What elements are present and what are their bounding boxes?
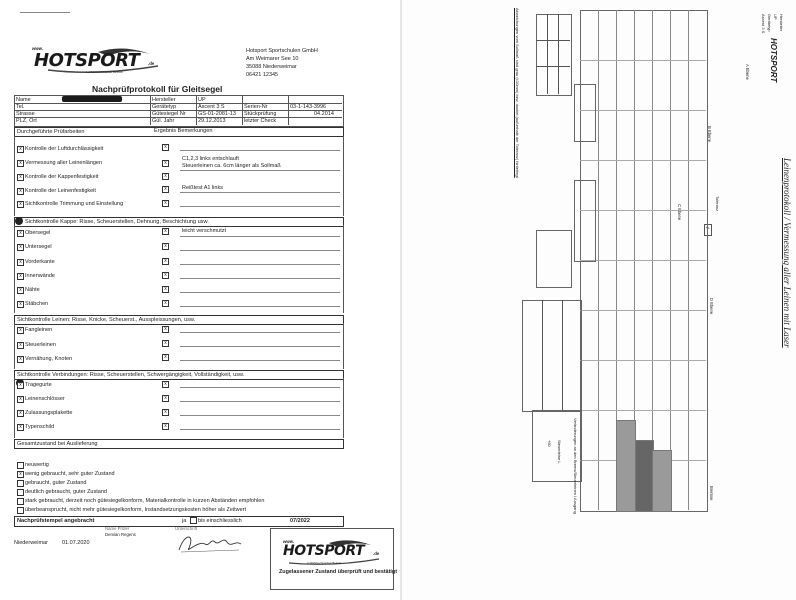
- label-seriennr: Serien-Nr: [244, 104, 268, 110]
- small-table-4: [536, 230, 572, 288]
- meta-hersteller-label: Hersteller: [779, 14, 784, 32]
- gesamt-5-checkbox[interactable]: [17, 498, 24, 505]
- kappe-1-note: leicht verschmutzt: [182, 228, 227, 234]
- sig-date: 01.07.2020: [62, 540, 90, 546]
- gesamt-6-label: überbeansprucht, nicht mehr gütesiegelkonform, Instandsetzungskosten höher als Zeitwert: [25, 507, 247, 513]
- approval-stamp: [270, 528, 398, 590]
- check-4-note: Reißtest A1 links: [182, 185, 223, 191]
- ebene-a: A Ebene: [745, 64, 750, 80]
- ebene-b: B Ebene: [707, 126, 712, 143]
- logo-prefix: www.: [32, 46, 44, 51]
- ebene-bremse: Bremse: [709, 486, 714, 501]
- kappe-2-result[interactable]: x: [162, 243, 169, 250]
- check-3-result[interactable]: x: [162, 173, 169, 180]
- verb-1-label: Tragegurte: [25, 382, 52, 388]
- kappe-3-label: Vorderkante: [25, 259, 55, 265]
- company-address: [246, 47, 318, 79]
- label-stueckpruefung: Stückprüfung: [244, 111, 277, 117]
- sig-city: Niederweimar: [14, 540, 48, 546]
- check-4-result[interactable]: x: [162, 186, 169, 193]
- stamp-word: HOTSPORT: [283, 543, 365, 559]
- gesamt-4-label: deutlich gebraucht, guter Zustand: [25, 489, 107, 495]
- punch-hole-1: [15, 217, 23, 225]
- kappe-4-label: Innenwände: [25, 273, 55, 279]
- kappe-5-result[interactable]: x: [162, 286, 169, 293]
- meta-geraet-value: Ascent 3 S: [761, 14, 766, 34]
- toleranz-value: +/-: [704, 224, 712, 236]
- kappe-title: Sichtkontrolle Kappe: Risse, Scheuerstellen, Dehnung, Beschichtung usw.: [25, 219, 209, 225]
- kappe-section: [14, 225, 344, 313]
- kappe-4-result[interactable]: x: [162, 272, 169, 279]
- label-strasse: Strasse: [16, 111, 35, 117]
- kappe-3-checkbox[interactable]: x: [17, 259, 24, 266]
- ebene-c: C Ebene: [677, 204, 682, 221]
- leinen-2-checkbox[interactable]: x: [17, 342, 24, 349]
- gesamt-5-label: stark gebraucht, derzeit noch gütesiegelkonform, Materialkontrolle in kurzen Abständen empfohlen: [25, 498, 265, 504]
- stamp-prefix: www.: [283, 539, 295, 544]
- verb-2-checkbox[interactable]: x: [17, 396, 24, 403]
- logo-tagline: Luftfahrttechnischer Betrieb: [86, 70, 123, 74]
- company-name: Hotsport Sportschulen GmbH: [246, 48, 318, 54]
- meta-geraet-label: Gerätetyp: [767, 14, 772, 32]
- control-line-value: +60: [547, 440, 552, 447]
- stamp-suffix: .de: [373, 551, 380, 556]
- stempel-ja-checkbox[interactable]: [190, 517, 197, 524]
- verbindungen-title: Sichtkontrolle Verbindungen: Risse, Scheuerstellen, Schwergängigkeit, Vollständigkeit, usw.: [17, 372, 245, 378]
- check-2-checkbox[interactable]: x: [17, 160, 24, 167]
- check-5-label: Sichtkontrolle Trimmung und Einstellung: [25, 201, 124, 207]
- company-city: 35088 Niederweimar: [246, 64, 297, 70]
- value-geraetetyp: Ascent 3 S: [198, 104, 225, 110]
- logo-suffix: .de: [148, 61, 155, 66]
- gesamt-6-checkbox[interactable]: [17, 507, 24, 514]
- check-3-checkbox[interactable]: x: [17, 174, 24, 181]
- verb-4-label: Typenschild: [25, 424, 55, 430]
- verb-3-result[interactable]: x: [162, 409, 169, 416]
- kappe-2-checkbox[interactable]: x: [17, 244, 24, 251]
- checks-header-col2: Ergebnis Bemerkungen: [154, 128, 213, 134]
- small-table-2: [574, 84, 596, 142]
- company-phone: 06421 12345: [246, 72, 279, 78]
- redacted-name: [62, 96, 122, 102]
- check-3-label: Kontrolle der Kappenfestigkeit: [25, 174, 99, 180]
- leinen-3-label: Vernähung, Knoten: [25, 356, 73, 362]
- check-4-checkbox[interactable]: x: [17, 188, 24, 195]
- stamp-tagline: Luftfahrttechnischer Betrieb: [307, 561, 342, 565]
- gesamt-3-label: gebraucht, guter Zustand: [25, 480, 87, 486]
- value-guel: 29.12.2013: [198, 118, 226, 124]
- kappe-1-result[interactable]: x: [162, 228, 169, 235]
- kappe-6-label: Stäbchen: [25, 301, 49, 307]
- shaded-cell-mid-2: [652, 450, 672, 512]
- check-1-label: Kontrolle der Luftdurchlässigkeit: [25, 146, 104, 152]
- check-2-label: Vermessung aller Leinenlängen: [25, 160, 103, 166]
- shaded-cell-dark: [634, 440, 654, 512]
- stamp-text: Zugelassener Zustand überprüft und bestätigt: [279, 569, 398, 575]
- leinen-1-result[interactable]: x: [162, 326, 169, 333]
- kappe-5-label: Nähte: [25, 287, 40, 293]
- small-table-3: [574, 180, 596, 262]
- small-table-5: [522, 300, 582, 412]
- stempel-label: Nachprüfstempel angebracht: [17, 518, 95, 524]
- leinen-title: Sichtkontrolle Leinen: Risse, Knicke, Scheuerst., Ausspleissungen, usw.: [17, 317, 196, 323]
- check-1-checkbox[interactable]: x: [17, 146, 24, 153]
- leinen-1-label: Fangleinen: [25, 327, 53, 333]
- label-hersteller: Hersteller: [152, 97, 176, 103]
- check-2-note: C1,2,3 links entschlauft Steuerleinen ca. 6cm länger als Sollmaß: [182, 156, 281, 169]
- label-name: Name: [16, 97, 31, 103]
- page-title: Nachprüfprotokoll für Gleitsegel: [92, 84, 223, 94]
- verb-4-result[interactable]: x: [162, 423, 169, 430]
- logo-word: HOTSPORT: [34, 50, 140, 71]
- label-letzter: letzter Check: [244, 118, 277, 124]
- kappe-6-result[interactable]: x: [162, 300, 169, 307]
- check-4-label: Kontrolle der Leinenfestigkeit: [25, 188, 96, 194]
- verb-4-checkbox[interactable]: x: [17, 424, 24, 431]
- deviation-note: Abweichungen vom Sollmaß sind grau (±10mm) bzw. dunkel (außerhalb der Toleranz) hinterlegt: [515, 8, 520, 178]
- small-table-1: [536, 14, 572, 96]
- label-geraetetyp: Gerätetyp: [152, 104, 177, 110]
- gesamt-1-checkbox[interactable]: [17, 462, 24, 469]
- ebene-d: D Ebene: [709, 298, 714, 315]
- control-line-label-2: Steuerleine L: [557, 440, 562, 464]
- control-line-label: Veränderungen an den Brems/Steuerleinen / Ausgang: [573, 418, 578, 514]
- shaded-cell-mid: [616, 420, 636, 512]
- gesamt-4-checkbox[interactable]: [17, 489, 24, 496]
- gesamt-3-checkbox[interactable]: [17, 480, 24, 487]
- value-hersteller: UP: [198, 97, 206, 103]
- value-guetesiegel: GS-01-2081-13: [198, 111, 236, 117]
- leinen-2-label: Steuerleinen: [25, 342, 56, 348]
- check-5-result[interactable]: x: [162, 200, 169, 207]
- verb-1-checkbox[interactable]: x: [17, 382, 24, 389]
- leinen-3-checkbox[interactable]: x: [17, 356, 24, 363]
- verb-3-label: Zulassungsplakette: [25, 410, 73, 416]
- label-guetesiegel: Gütesiegel Nr: [152, 111, 186, 117]
- stempel-ja: ja: [182, 518, 187, 524]
- value-seriennr: 03-1-143-3996: [290, 104, 327, 110]
- gesamt-1-label: neuwertig: [25, 462, 49, 468]
- company-street: Am Weimarer See 10: [246, 56, 299, 62]
- toleranz-label: Toleranz: [715, 196, 720, 212]
- line-protocol-page: [402, 0, 796, 600]
- verb-3-checkbox[interactable]: x: [17, 410, 24, 417]
- leinen-2-result[interactable]: x: [162, 340, 169, 347]
- kappe-3-result[interactable]: x: [162, 258, 169, 265]
- checks-header-col1: Durchgeführte Prüfarbeiten: [17, 129, 85, 135]
- staple-mark: [20, 12, 70, 13]
- verb-1-result[interactable]: x: [162, 381, 169, 388]
- label-guel: Gül. Jahr: [152, 118, 175, 124]
- line-protocol-title: Leinenprotokoll / Vermessung aller Leinen mit Laser: [782, 158, 792, 348]
- right-logo: HOTSPORT: [769, 38, 778, 83]
- leinen-1-checkbox[interactable]: x: [17, 327, 24, 334]
- value-stueckpruefung: 04.2014: [314, 111, 334, 117]
- pruefer-label: Name Prüfer: [105, 526, 130, 531]
- kappe-2-label: Untersegel: [25, 244, 52, 250]
- verb-2-result[interactable]: x: [162, 395, 169, 402]
- meta-hersteller-value: UP: [773, 14, 778, 20]
- stempel-bis: bis einschliesslich: [198, 518, 242, 524]
- sig-label: Unterschrift: [175, 526, 197, 531]
- gesamt-2-label: wenig gebraucht, sehr guter Zustand: [25, 471, 115, 477]
- hotsport-logo: [28, 44, 178, 76]
- pruefer-name: Demian Regens: [105, 532, 136, 537]
- check-2-result[interactable]: x: [162, 160, 169, 167]
- gesamt-2-checkbox[interactable]: x: [17, 471, 24, 478]
- signature-graphic: [175, 530, 245, 556]
- verb-2-label: Leinenschlösser: [25, 396, 65, 402]
- kappe-1-checkbox[interactable]: x: [17, 230, 24, 237]
- gesamt-title: Gesamtzustand bei Auslieferung: [17, 441, 98, 447]
- check-1-result[interactable]: x: [162, 144, 169, 151]
- kappe-1-label: Obersegel: [25, 230, 51, 236]
- kappe-6-checkbox[interactable]: x: [17, 301, 24, 308]
- kappe-4-checkbox[interactable]: x: [17, 273, 24, 280]
- stempel-date: 07/2022: [290, 518, 310, 524]
- label-tel: Tel.: [16, 104, 25, 110]
- label-plz: PLZ, Ort: [16, 118, 37, 124]
- kappe-5-checkbox[interactable]: x: [17, 287, 24, 294]
- leinen-3-result[interactable]: x: [162, 354, 169, 361]
- check-5-checkbox[interactable]: x: [17, 201, 24, 208]
